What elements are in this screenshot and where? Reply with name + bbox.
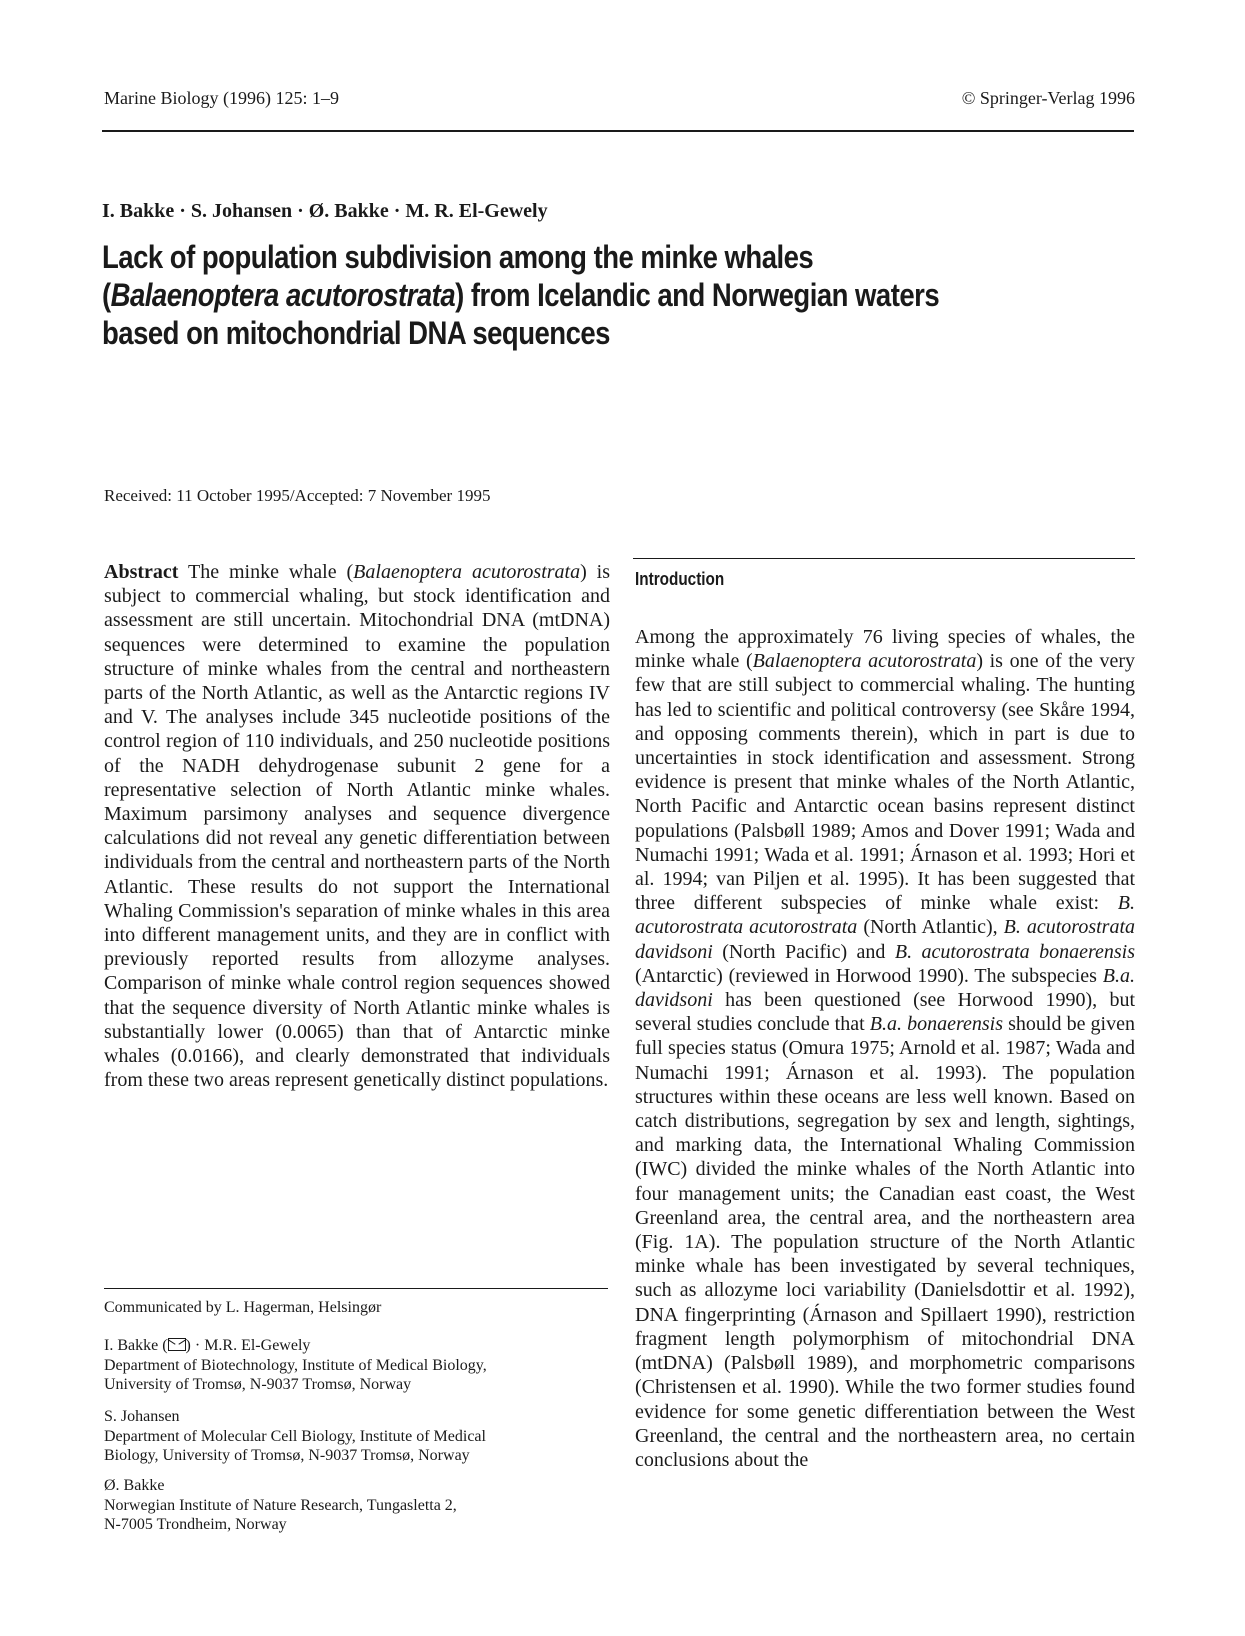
journal-citation: Marine Biology (1996) 125: 1–9 <box>104 88 339 108</box>
title-line-1: Lack of population subdivision among the minke whales <box>102 239 814 275</box>
introduction-heading: Introduction <box>635 569 725 589</box>
abstract-species: Balaenoptera acutorostrata <box>353 561 581 583</box>
affiliation-3: Ø. Bakke Norwegian Institute of Nature Research, Tungasletta 2, N-7005 Trondheim, Norway <box>104 1477 457 1533</box>
introduction-rule <box>633 558 1135 559</box>
communicated-by: Communicated by L. Hagerman, Helsingør <box>104 1299 382 1316</box>
affiliation-2: S. Johansen Department of Molecular Cell Biology, Institute of Medical Biology, University of Tromsø, N-9037 Tromsø, Norway <box>104 1408 486 1464</box>
header-rule <box>102 130 1134 132</box>
abstract: Abstract The minke whale (Balaenoptera acutorostrata) is subject to commercial whaling, but stock identification and assessment are still uncertain. Mitochondrial DNA (mtDNA) sequences were determined to examine the population structure of minke whales from the central and northeastern parts of the North Atlantic, as well as the Antarctic regions IV and V. The analyses include 345 nucleotide positions of the control region of 110 individuals, and 250 nucleotide positions of the NADH dehydrogenase subunit 2 gene for a representative selection of North Atlantic minke whales. Maximum parsimony analyses and sequence divergence calculations did not reveal any genetic differentiation between individuals from the central and northeastern parts of the North Atlantic. These results do not support the International Whaling Commission's separation of minke whales in this area into different management units, and they are in conflict with previously reported results from allozyme analyses. Comparison of minke whale control region sequences showed that the sequence diversity of North Atlantic minke whales is substantially lower (0.0065) than that of Antarctic minke whales (0.0166), and clearly demonstrated that individuals from these two areas represent genetically distinct populations. <box>104 561 610 1092</box>
title-line-2: (Balaenoptera acutorostrata) from Icelandic and Norwegian waters <box>102 277 940 313</box>
author-list: I. Bakke · S. Johansen · Ø. Bakke · M. R. El-Gewely <box>102 200 548 222</box>
envelope-icon <box>168 1338 186 1351</box>
paper-title <box>102 238 990 352</box>
received-dates: Received: 11 October 1995/Accepted: 7 November 1995 <box>104 486 491 505</box>
introduction-body: Among the approximately 76 living species of whales, the minke whale (Balaenoptera acutorostrata) is one of the very few that are still subject to commercial whaling. The hunting has led to scientific and political controversy (see Skåre 1994, and opposing comments therein), which in part is due to uncertainties in stock identification and assessment. Strong evidence is present that minke whales of the North Atlantic, North Pacific and Antarctic ocean basins represent distinct populations (Palsbøll 1989; Amos and Dover 1991; Wada and Numachi 1991; Wada et al. 1991; Árnason et al. 1993; Hori et al. 1994; van Piljen et al. 1995). It has been suggested that three different subspecies of minke whale exist: B. acutorostrata acutorostrata (North Atlantic), B. acutorostrata davidsoni (North Pacific) and B. acutorostrata bonaerensis (Antarctic) (reviewed in Horwood 1990). The subspecies B.a. davidsoni has been questioned (see Horwood 1990), but several studies conclude that B.a. bonaerensis should be given full species status (Omura 1975; Arnold et al. 1987; Wada and Numachi 1991; Árnason et al. 1993). The population structures within these oceans are less well known. Based on catch distributions, segregation by sex and length, sightings, and marking data, the International Whaling Commission (IWC) divided the minke whales of the North Atlantic into four management units; the Canadian east coast, the West Greenland area, the central area, and the northeastern area (Fig. 1A). The population structure of the North Atlantic minke whale has been investigated by several techniques, such as allozyme loci variability (Danielsdottir et al. 1992), DNA fingerprinting (Árnason and Spillaert 1990), restriction fragment length polymorphism of mitochondrial DNA (mtDNA) (Palsbøll 1989), and morphometric comparisons (Christensen et al. 1990). While the two former studies found evidence for some genetic differentiation between the West Greenland, the central and the northeastern area, no certain conclusions about the <box>635 626 1135 1471</box>
affiliation-1: I. Bakke ( ) · M.R. El-Gewely Department of Biotechnology, Institute of Medical Biology, University of Tromsø, N-9037 Tromsø, Norway <box>104 1337 487 1393</box>
title-species: Balaenoptera acutorostrata <box>110 277 456 313</box>
abstract-label: Abstract <box>104 561 179 583</box>
copyright-notice: © Springer-Verlag 1996 <box>961 88 1135 108</box>
footnote-rule <box>104 1288 608 1289</box>
title-line-3: based on mitochondrial DNA sequences <box>102 315 610 351</box>
